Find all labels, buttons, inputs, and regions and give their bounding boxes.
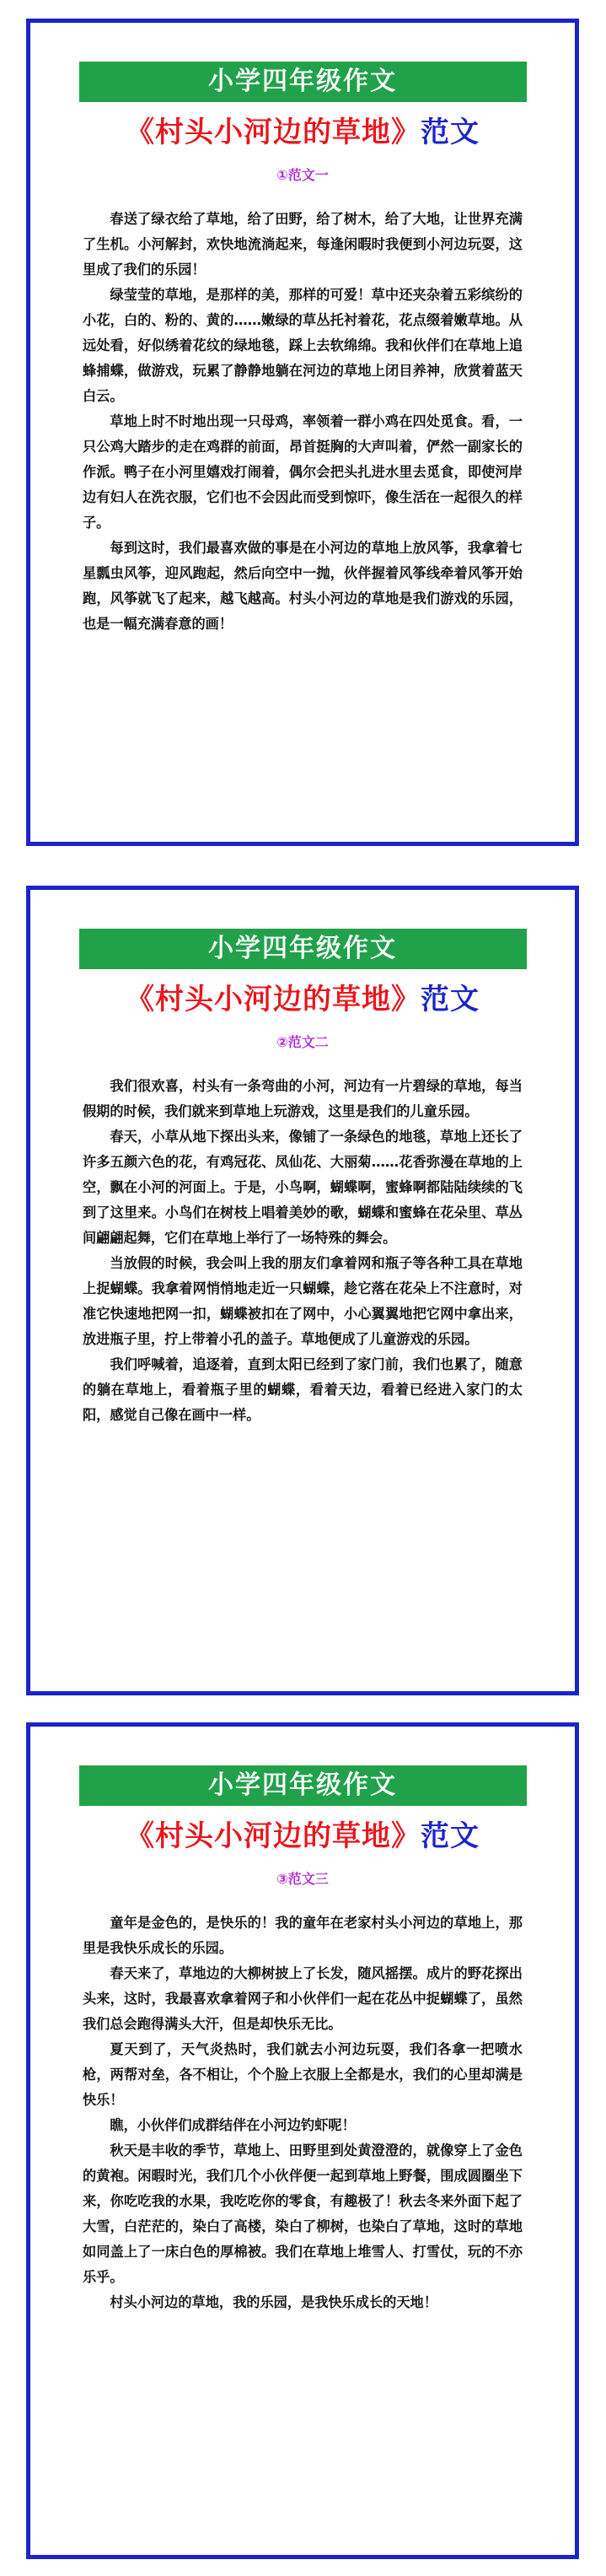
paragraph: 我们呼喊着，追逐着，直到太阳已经到了家门前，我们也累了，随意的躺在草地上，看着瓶子里的蝴蝶，看着天边，看着已经进入家门的太阳，感觉自己像在画中一样。 [83, 1356, 523, 1423]
essay-body [83, 207, 523, 637]
paragraph: 秋天是丰收的季节，草地上、田野里到处黄澄澄的，就像穿上了金色的黄袍。闲暇时光，我们几个小伙伴便一起到草地上野餐，围成圆圈坐下来，你吃吃我的水果，我吃吃你的零食，有趣极了！秋去冬来外面下起了大雪，白茫茫的，染白了高楼，染白了柳树，也染白了草地，这时的草地如同盖上了一床白色的厚棉被。我们在草地上堆雪人、打雪仗，玩的不亦乐乎。 [83, 2142, 523, 2285]
essay-card-3 [26, 1722, 579, 2559]
paragraph: 绿莹莹的草地，是那样的美，那样的可爱！草中还夹杂着五彩缤纷的小花，白的、粉的、黄的……嫩绿的草丛托衬着花，花点缀着嫩草地。从远处看，好似绣着花纹的绿地毯，踩上去软绵绵。我和伙伴们在草地上追蜂捕蝶，做游戏，玩累了静静地躺在河边的草地上闭目养神，欣赏着蓝天白云。 [83, 287, 523, 404]
essay-title [30, 110, 575, 154]
paragraph: 村头小河边的草地，我的乐园，是我快乐成长的天地！ [110, 2294, 437, 2310]
grade-banner: 小学四年级作文 [79, 62, 527, 102]
paragraph: 春送了绿衣给了草地，给了田野，给了树木，给了大地，让世界充满了生机。小河解封，欢快地流淌起来，每逢闲暇时我便到小河边玩耍，这里成了我们的乐园！ [83, 211, 523, 278]
essay-title-suffix: 范文 [421, 1819, 480, 1853]
essay-title [30, 978, 575, 1021]
paragraph: 夏天到了，天气炎热时，我们就去小河边玩耍，我们各拿一把喷水枪，两帮对垒，各不相让，个个脸上衣服上全都是水，我们的心里却满是快乐！ [83, 2041, 523, 2108]
paragraph: 每到这时，我们最喜欢做的事是在小河边的草地上放风筝，我拿着七星瓢虫风筝，迎风跑起，然后向空中一抛，伙伴握着风筝线牵着风筝开始跑，风筝就飞了起来，越飞越高。村头小河边的草地是我们游戏的乐园，也是一幅充满春意的画！ [83, 540, 523, 632]
paragraph: 春天来了，草地边的大柳树披上了长发，随风摇摆。成片的野花探出头来，这时，我最喜欢拿着网子和小伙伴们一起在花丛中捉蝴蝶了，虽然我们总会跑得满头大汗，但是却快乐无比。 [83, 1965, 523, 2032]
grade-banner: 小学四年级作文 [79, 929, 527, 969]
sample-label: ③范文三 [276, 1871, 329, 1887]
essay-title [30, 1814, 575, 1858]
paragraph: 童年是金色的，是快乐的！我的童年在老家村头小河边的草地上，那里是我快乐成长的乐园。 [83, 1915, 523, 1956]
paragraph: 瞧，小伙伴们成群结伴在小河边钓虾呢！ [110, 2117, 356, 2133]
paragraph: 当放假的时候，我会叫上我的朋友们拿着网和瓶子等各种工具在草地上捉蝴蝶。我拿着网悄悄地走近一只蝴蝶，趁它落在花朵上不注意时，对准它快速地把网一扣，蝴蝶被扣在了网中，小心翼翼地把它网中拿出来，放进瓶子里，拧上带着小孔的盖子。草地便成了儿童游戏的乐园。 [83, 1255, 523, 1347]
paragraph: 草地上时不时地出现一只母鸡，率领着一群小鸡在四处觅食。看，一只公鸡大踏步的走在鸡群的前面，昂首挺胸的大声叫着，俨然一副家长的作派。鸭子在小河里嬉戏打闹着，偶尔会把头扎进水里去觅食，即使河岸边有妇人在洗衣服，它们也不会因此而受到惊吓，像生活在一起很久的样子。 [83, 413, 523, 531]
essay-card-1 [26, 19, 579, 846]
paragraph: 春天，小草从地下探出头来，像铺了一条绿色的地毯，草地上还长了许多五颜六色的花，有鸡冠花、凤仙花、大丽菊……花香弥漫在草地的上空，飘在小河的河面上。于是，小鸟啊，蝴蝶啊，蜜蜂啊都陆陆续续的飞到了这里来。小鸟们在树枝上唱着美妙的歌，蝴蝶和蜜蜂在花朵里、草丛间翩翩起舞，它们在草地上举行了一场特殊的舞会。 [83, 1129, 523, 1246]
grade-banner: 小学四年级作文 [79, 1765, 527, 1806]
essay-title-main: 《村头小河边的草地》 [126, 1819, 421, 1853]
essay-title-main: 《村头小河边的草地》 [126, 983, 421, 1016]
essay-body [83, 1910, 523, 2315]
essay-body [83, 1074, 523, 1428]
essay-card-2 [26, 886, 579, 1695]
sample-label: ①范文一 [276, 167, 329, 183]
essay-title-suffix: 范文 [421, 116, 480, 149]
paragraph: 我们很欢喜，村头有一条弯曲的小河，河边有一片碧绿的草地，每当假期的时候，我们就来到草地上玩游戏，这里是我们的儿童乐园。 [83, 1078, 523, 1119]
sample-label: ②范文二 [276, 1034, 329, 1050]
essay-title-main: 《村头小河边的草地》 [126, 116, 421, 149]
essay-title-suffix: 范文 [421, 983, 480, 1016]
